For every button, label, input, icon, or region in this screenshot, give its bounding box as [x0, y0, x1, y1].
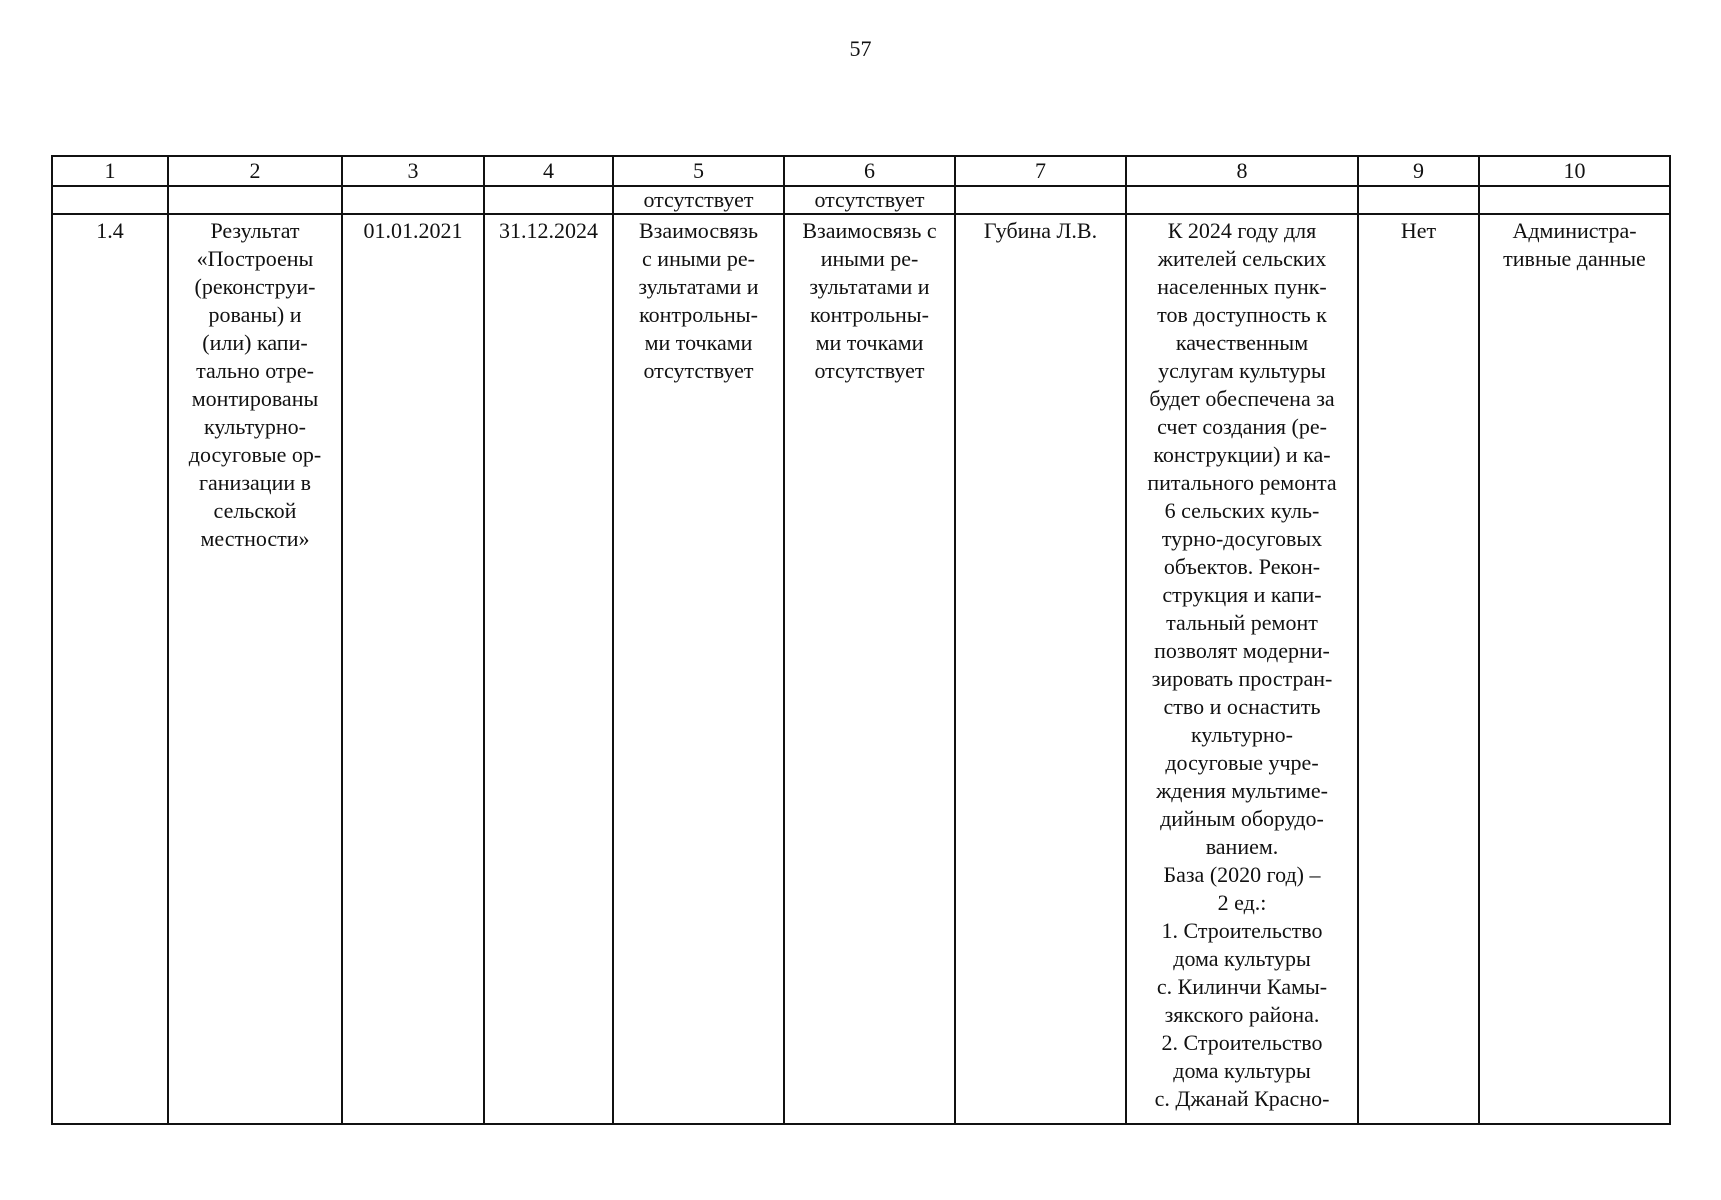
- row-number: 1.4: [52, 214, 168, 1124]
- column-number-10: 10: [1479, 156, 1670, 186]
- column-number-3: 3: [342, 156, 484, 186]
- flag-cell: Нет: [1358, 214, 1479, 1124]
- column-number-9: 9: [1358, 156, 1479, 186]
- relationship-cell-6: Взаимосвязь с иными ре- зультатами и контрольны- ми точками отсутствует: [784, 214, 955, 1124]
- column-number-2: 2: [168, 156, 342, 186]
- continuation-cell-8: [1126, 186, 1358, 214]
- table-row: [52, 214, 1670, 1124]
- continuation-cell-1: [52, 186, 168, 214]
- result-name: Результат «Построены (реконструи- рованы) и (или) капи- тально отре- монтированы культурно- досуговые ор- ганизации в сельской местности»: [168, 214, 342, 1124]
- relationship-cell-5: Взаимосвязь с иными ре- зультатами и контрольны- ми точками отсутствует: [613, 214, 784, 1124]
- continuation-cell-3: [342, 186, 484, 214]
- result-description: К 2024 году для жителей сельских населенных пунк- тов доступность к качественным услугам культуры будет обеспечена за счет создания (ре- конструкции) и ка- питального ремонта 6 сельских куль- турно-досуговых объектов. Рекон- струкция и капи- тальный ремонт позволят модерни- зировать простран- ство и оснастить культурно- досуговые учре- ждения мультиме- дийным оборудо- ванием. База (2020 год) – 2 ед.: 1. Строительство дома культуры с. Килинчи Камы- зякского района. 2. Строительство дома культуры с. Джанай Красно-: [1126, 214, 1358, 1124]
- column-number-row: [52, 156, 1670, 186]
- results-table: [51, 155, 1671, 1125]
- column-number-8: 8: [1126, 156, 1358, 186]
- continuation-cell-7: [955, 186, 1126, 214]
- end-date: 31.12.2024: [484, 214, 613, 1124]
- continuation-cell-6: отсутствует: [784, 186, 955, 214]
- continuation-cell-10: [1479, 186, 1670, 214]
- start-date: 01.01.2021: [342, 214, 484, 1124]
- continuation-cell-5: отсутствует: [613, 186, 784, 214]
- column-number-1: 1: [52, 156, 168, 186]
- continuation-cell-2: [168, 186, 342, 214]
- responsible-person: Губина Л.В.: [955, 214, 1126, 1124]
- continuation-row: [52, 186, 1670, 214]
- page-number: 57: [849, 36, 872, 61]
- column-number-6: 6: [784, 156, 955, 186]
- continuation-cell-4: [484, 186, 613, 214]
- continuation-cell-9: [1358, 186, 1479, 214]
- column-number-4: 4: [484, 156, 613, 186]
- data-source: Администра- тивные данные: [1479, 214, 1670, 1124]
- column-number-7: 7: [955, 156, 1126, 186]
- column-number-5: 5: [613, 156, 784, 186]
